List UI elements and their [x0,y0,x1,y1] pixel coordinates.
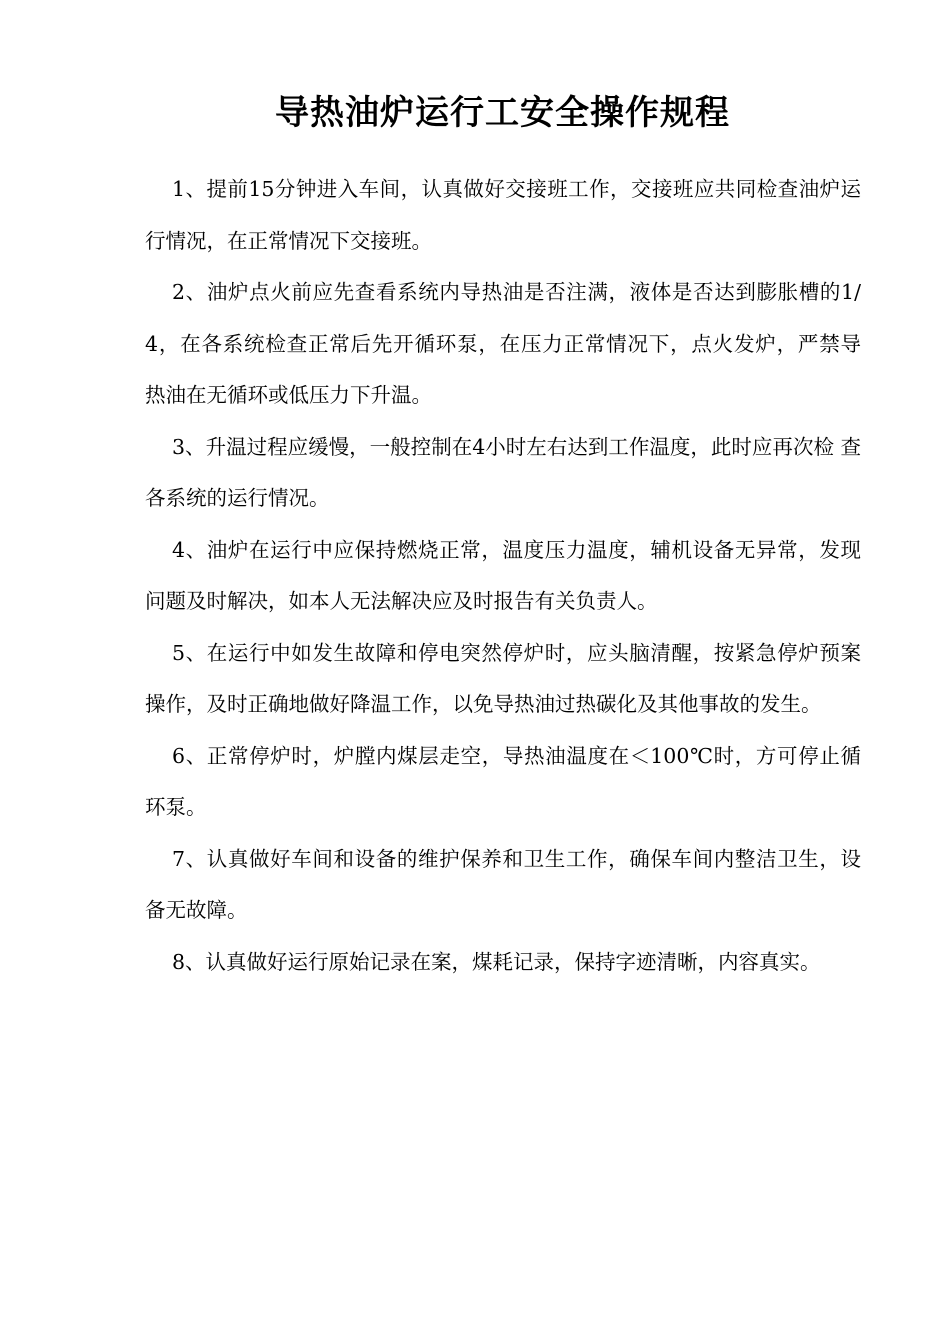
paragraph-1: 1、提前15分钟进入车间，认真做好交接班工作，交接班应共同检查油炉运 行情况，在正常情况下交接班。 [145,177,861,253]
paragraph-8: 8、认真做好运行原始记录在案，煤耗记录，保持字迹清晰，内容真实。 [172,949,821,974]
paragraph-5: 5、在运行中如发生故障和停电突然停炉时，应头脑清醒，按紧急停炉预案 操作，及时正确地做好降温工作，以免导热油过热碳化及其他事故的发生。 [145,640,861,716]
document-body [145,164,861,988]
paragraph-3: 3、升温过程应缓慢，一般控制在4小时左右达到工作温度，此时应再次检 查各系统的运行情况。 [145,434,861,510]
paragraph-2: 2、油炉点火前应先查看系统内导热油是否注满，液体是否达到膨胀槽的1/4，在各系统检查正常后先开循环泵，在压力正常情况下，点火发炉，严禁导 热油在无循环或低压力下升温。 [145,280,861,407]
document-title: 导热油炉运行工安全操作规程 [275,93,730,133]
paragraph-4: 4、油炉在运行中应保持燃烧正常，温度压力温度，辅机设备无异常，发现 问题及时解决，如本人无法解决应及时报告有关负责人。 [145,537,861,613]
paragraph-7: 7、认真做好车间和设备的维护保养和卫生工作，确保车间内整洁卫生，设 备无故障。 [145,846,861,922]
paragraph-6: 6、正常停炉时，炉膛内煤层走空，导热油温度在＜100℃时，方可停止循环泵。 [145,743,861,819]
